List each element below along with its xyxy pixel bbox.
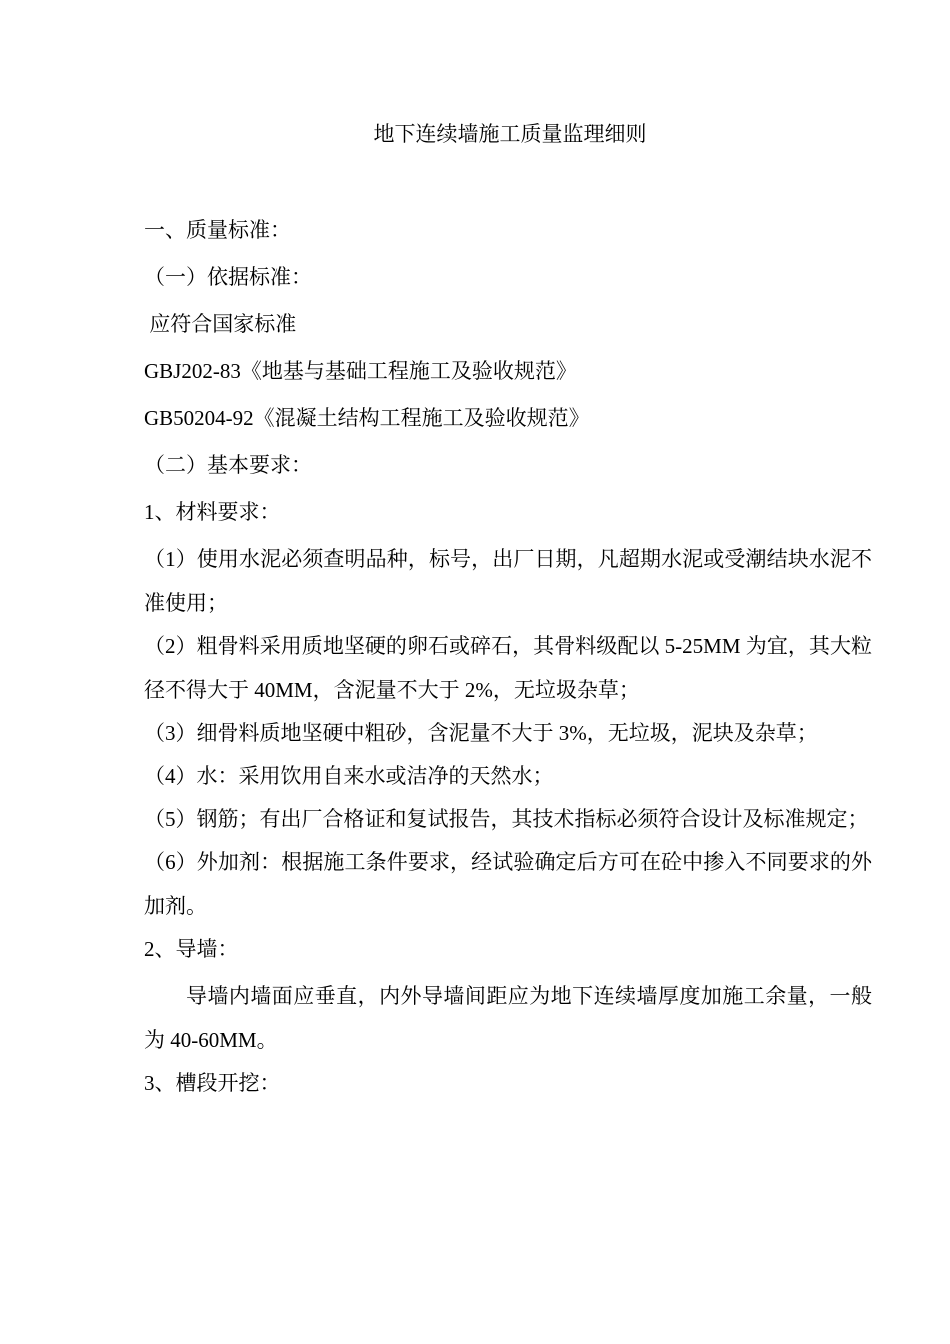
requirement-coarse-aggregate: （2）粗骨料采用质地坚硬的卵石或碎石，其骨料级配以 5-25MM 为宜，其大粒径不得大于 40MM，含泥量不大于 2%，无垃圾杂草； bbox=[144, 634, 872, 702]
standard-reference-gb50204: GB50204-92《混凝土结构工程施工及验收规范》 bbox=[144, 406, 590, 430]
requirement-admixture: （6）外加剂：根据施工条件要求，经试验确定后方可在砼中掺入不同要求的外加剂。 bbox=[144, 850, 872, 918]
requirement-water: （4）水：采用饮用自来水或洁净的天然水； bbox=[144, 764, 554, 788]
document-title: 地下连续墙施工质量监理细则 bbox=[373, 122, 647, 146]
item-heading-guide-wall: 2、导墙： bbox=[144, 937, 239, 961]
subsection-heading-basic-requirements: （二）基本要求： bbox=[144, 453, 312, 477]
section-heading-quality-standard: 一、质量标准： bbox=[144, 218, 291, 242]
guide-wall-text: 导墙内墙面应垂直，内外导墙间距应为地下连续墙厚度加施工余量，一般为 40-60MM。 bbox=[144, 984, 872, 1052]
document-body bbox=[144, 212, 872, 1112]
subsection-heading-basis: （一）依据标准： bbox=[144, 265, 312, 289]
item-heading-trench-excavation: 3、槽段开挖： bbox=[144, 1071, 281, 1095]
text-national-standard: 应符合国家标准 bbox=[144, 312, 297, 336]
requirement-fine-aggregate: （3）细骨料质地坚硬中粗砂，含泥量不大于 3%，无垃圾，泥块及杂草； bbox=[144, 721, 818, 745]
requirement-rebar: （5）钢筋；有出厂合格证和复试报告，其技术指标必须符合设计及标准规定； bbox=[144, 807, 869, 831]
standard-reference-gbj202: GBJ202-83《地基与基础工程施工及验收规范》 bbox=[144, 359, 577, 383]
requirement-cement: （1）使用水泥必须查明品种，标号，出厂日期，凡超期水泥或受潮结块水泥不准使用； bbox=[144, 547, 872, 615]
item-heading-material-requirements: 1、材料要求： bbox=[144, 500, 281, 524]
